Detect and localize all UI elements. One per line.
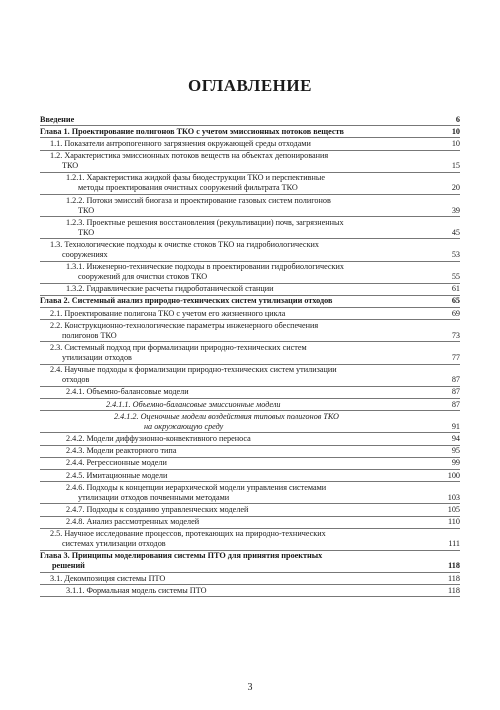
toc-entry-text: сооружениях [62, 249, 108, 259]
toc-entry-text: 2.4.8. Анализ рассмотренных моделей [66, 517, 200, 527]
toc-page-number: 105 [447, 504, 460, 514]
toc-page-number: 87 [451, 375, 460, 385]
toc-entry[interactable] [40, 239, 460, 261]
toc-entry-text: 1.2.2. Потоки эмиссий биогаза и проектирование газовых систем полигонов [66, 195, 331, 205]
toc-entry-text: отходов [62, 375, 90, 385]
toc-entry-text: 2.4.1.2. Оценочные модели воздействия типовых полигонов ТКО [114, 411, 339, 421]
toc-entry-text: 2.4.1.1. Объемно-балансовые эмиссионные модели [106, 399, 281, 409]
toc-page-number: 20 [451, 183, 460, 193]
toc-entry-text: 1.3.2. Гидравлические расчеты гидроботанической станции [66, 284, 274, 294]
toc-entry[interactable] [40, 365, 460, 387]
toc-page-number: 55 [451, 272, 460, 282]
toc-page-number: 95 [451, 446, 460, 456]
toc-entry-text: ТКО [78, 227, 95, 237]
toc-entry[interactable] [40, 217, 460, 239]
toc-entry[interactable] [40, 308, 460, 320]
toc-page-number: 87 [451, 387, 460, 397]
toc-entry[interactable] [40, 262, 460, 284]
toc-entry-text: 2.1. Проектирование полигона ТКО с учетом его жизненного цикла [50, 308, 286, 318]
toc-page-number: 94 [451, 433, 460, 443]
toc-page-number: 87 [451, 399, 460, 409]
toc-page-number: 45 [451, 227, 460, 237]
toc-entry[interactable] [40, 320, 460, 342]
toc-entry[interactable] [40, 411, 460, 433]
toc-entry-text: сооружений для очистки стоков ТКО [78, 272, 208, 282]
toc-entry[interactable] [40, 296, 460, 308]
toc-entry-text: 2.4.5. Имитационные модели [66, 470, 168, 480]
toc-entry-text: 1.3.1. Инженерно-технические подходы в проектировании гидробиологических [66, 262, 345, 272]
toc-entry-text: 2.4.7. Подходы к созданию управленческих моделей [66, 504, 249, 514]
toc-entry[interactable] [40, 173, 460, 195]
toc-entry-text: 1.2.3. Проектные решения восстановления (рекультивации) почв, загрязненных [66, 217, 344, 227]
toc-entry[interactable] [40, 482, 460, 504]
toc-entry[interactable] [40, 470, 460, 482]
toc-entry-text: Глава 1. Проектирование полигонов ТКО с учетом эмиссионных потоков веществ [40, 126, 344, 136]
toc-entry-text: 1.2. Характеристика эмиссионных потоков веществ на объектах депонирования [50, 151, 329, 161]
toc-entry-text: 3.1. Декомпозиция системы ПТО [50, 573, 166, 583]
toc-entry[interactable] [40, 114, 460, 126]
toc-page-number: 6 [455, 114, 460, 124]
toc-page-number: 10 [451, 138, 460, 148]
toc-entry-text: решений [52, 561, 85, 571]
toc-entry[interactable] [40, 504, 460, 516]
toc-entry-text: 2.4.1. Объемно-балансовые модели [66, 387, 189, 397]
toc-page-number: 91 [451, 421, 460, 431]
toc-page-number: 53 [451, 249, 460, 259]
toc-entry[interactable] [40, 126, 460, 138]
toc-entry-text: 2.4. Научные подходы к формализации природно-технических систем утилизации [50, 365, 337, 375]
toc-entry-text: Глава 2. Системный анализ природно-технических систем утилизации отходов [40, 296, 333, 306]
toc-entry-text: методы проектирования очистных сооружений фильтрата ТКО [78, 183, 298, 193]
toc-entry-text: утилизации отходов почвенными методами [78, 492, 230, 502]
toc-entry-text: 3.1.1. Формальная модель системы ПТО [66, 585, 207, 595]
toc-entry[interactable] [40, 585, 460, 597]
toc-entry[interactable] [40, 342, 460, 364]
toc-page-number: 110 [448, 517, 460, 527]
toc-entry-text: 1.1. Показатели антропогенного загрязнения окружающей среды отходами [50, 138, 311, 148]
toc-entry[interactable] [40, 151, 460, 173]
toc-entry-text: 2.2. Конструкционно-технологические параметры инженерного обеспечения [50, 320, 319, 330]
toc-entry-text: утилизации отходов [62, 353, 132, 363]
toc-entry-text: ТКО [62, 161, 79, 171]
toc-entry-text: системах утилизации отходов [62, 539, 166, 549]
toc-entry[interactable] [40, 399, 460, 411]
toc-entry[interactable] [40, 446, 460, 458]
toc-page-number: 39 [451, 205, 460, 215]
page-number: 3 [247, 682, 253, 693]
toc-page-number: 100 [447, 470, 460, 480]
toc-page-number: 15 [451, 161, 460, 171]
toc-entry[interactable] [40, 529, 460, 551]
toc-entry[interactable] [40, 433, 460, 445]
toc-page-number: 73 [451, 330, 460, 340]
toc-entry[interactable] [40, 573, 460, 585]
toc-page-number: 65 [451, 296, 460, 306]
toc-entry-text: Глава 3. Принципы моделирования системы ПТО для принятия проектных [40, 551, 323, 561]
toc-entry-text: 2.5. Научное исследование процессов, протекающих на природно-технических [50, 529, 326, 539]
toc-entry[interactable] [40, 284, 460, 296]
toc-page-number: 10 [451, 126, 460, 136]
toc-entry-text: 2.4.6. Подходы к концепции иерархической модели управления системами [66, 482, 327, 492]
toc-entry[interactable] [40, 458, 460, 470]
toc-page-number: 111 [448, 539, 460, 549]
toc-entry-text: 1.2.1. Характеристика жидкой фазы биодеструкции ТКО и перспективные [66, 173, 326, 183]
toc-entry[interactable] [40, 517, 460, 529]
toc-entry-text: 2.4.3. Модели реакторного типа [66, 446, 177, 456]
toc-entry-text: Введение [40, 114, 75, 124]
table-of-contents [40, 114, 460, 597]
toc-page-number: 118 [448, 585, 460, 595]
toc-entry-text: 2.3. Системный подход при формализации природно-технических систем [50, 343, 307, 353]
toc-entry-text: 2.4.2. Модели диффузионно-конвективного переноса [66, 433, 251, 443]
toc-page-number: 77 [451, 353, 460, 363]
toc-entry-text: полигонов ТКО [62, 330, 117, 340]
toc-page-number: 99 [451, 458, 460, 468]
toc-page-number: 118 [448, 573, 460, 583]
page-title: ОГЛАВЛЕНИЕ [188, 76, 312, 95]
toc-entry-text: 2.4.4. Регрессионные модели [66, 458, 167, 468]
toc-page-number: 103 [447, 492, 460, 502]
toc-page-number: 69 [451, 308, 460, 318]
toc-entry-text: на окружающую среду [144, 421, 224, 431]
toc-entry-text: ТКО [78, 205, 95, 215]
toc-entry[interactable] [40, 195, 460, 217]
toc-page-number: 61 [451, 284, 460, 294]
toc-entry-text: 1.3. Технологические подходы к очистке стоков ТКО на гидробиологических [50, 239, 320, 249]
toc-entry[interactable] [40, 387, 460, 399]
toc-page-number: 118 [448, 561, 460, 571]
toc-entry[interactable] [40, 551, 460, 573]
toc-entry[interactable] [40, 138, 460, 150]
